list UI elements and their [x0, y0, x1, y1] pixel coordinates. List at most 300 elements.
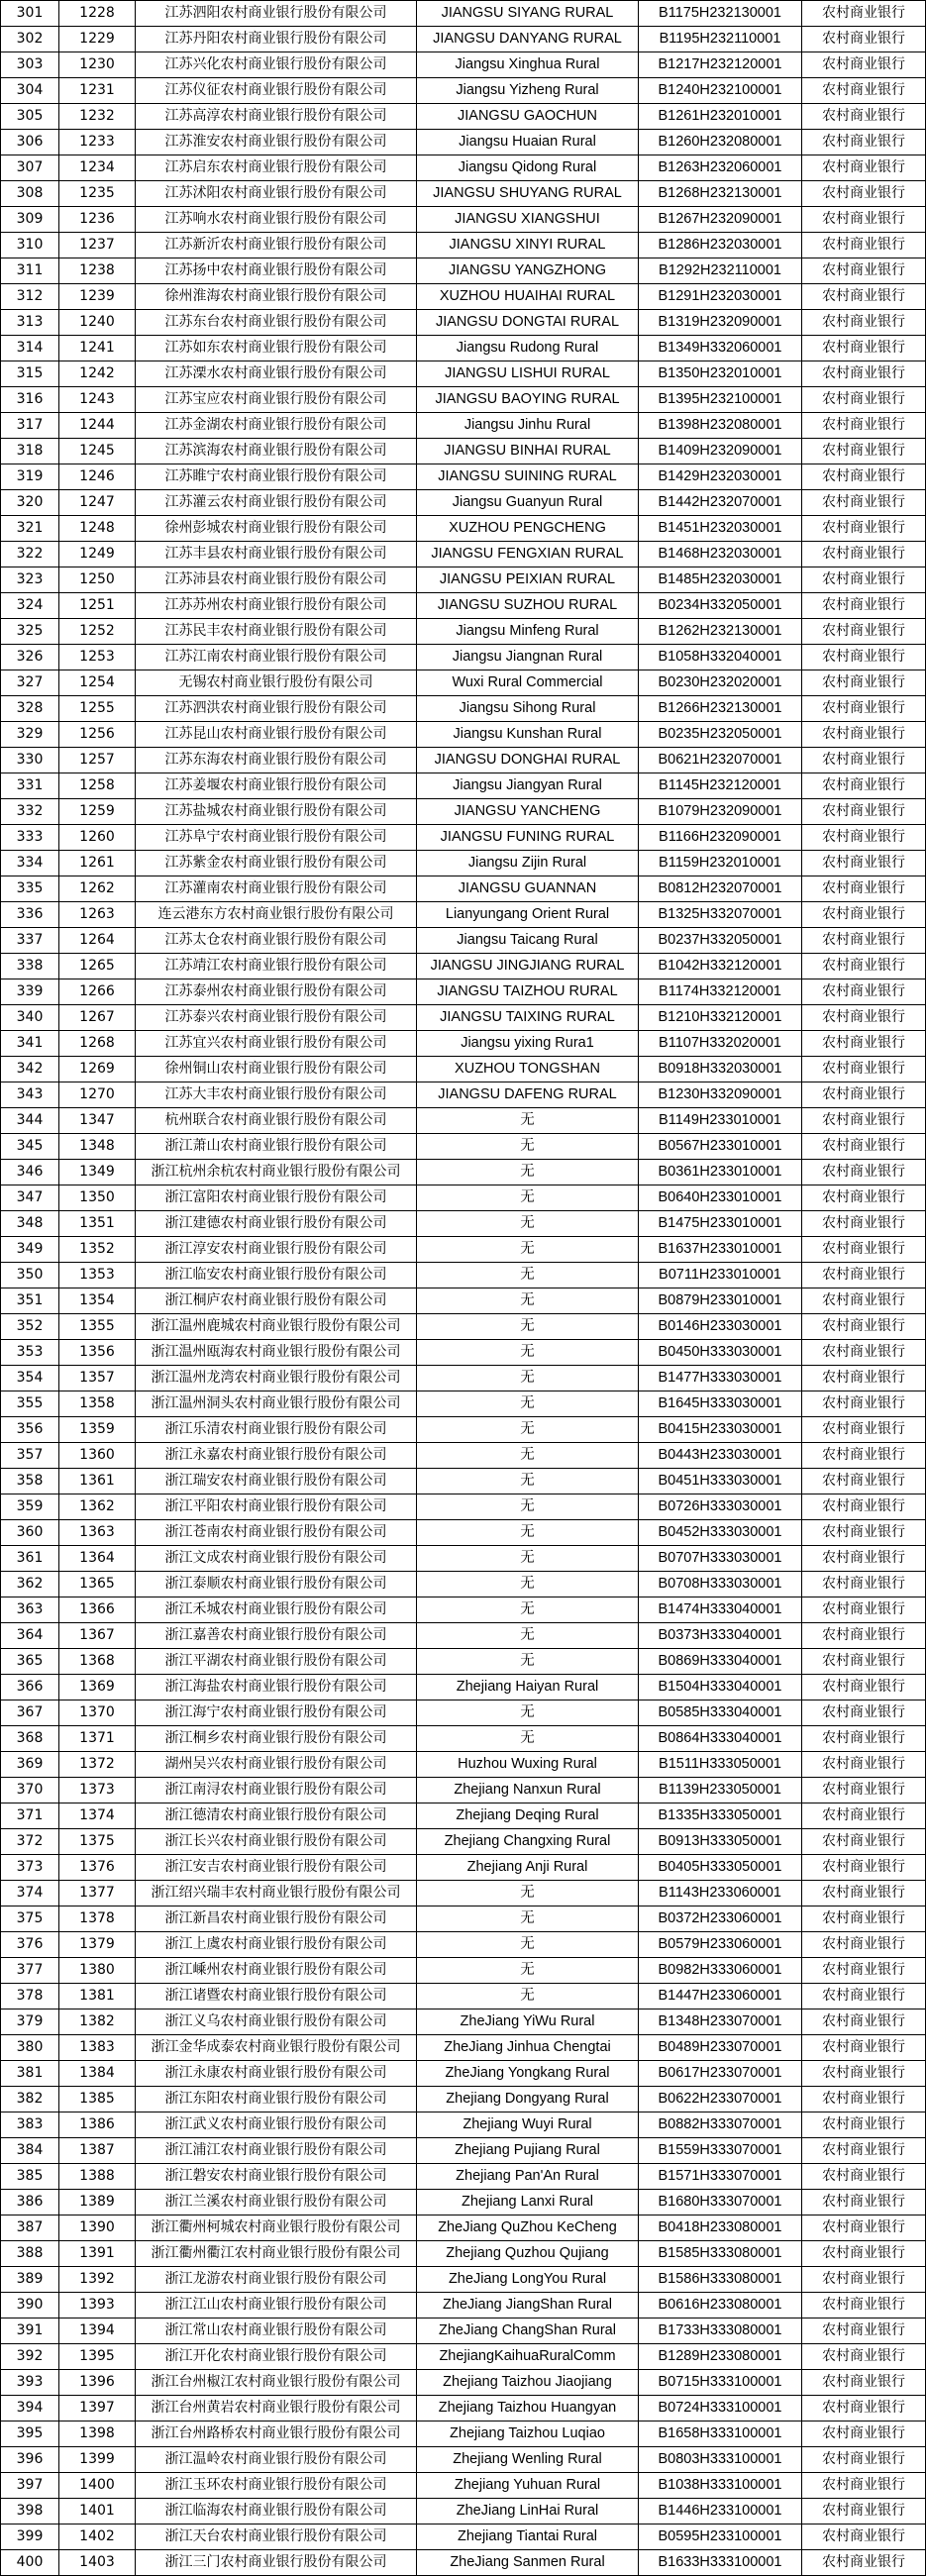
license-number-cell: B0443H233030001	[639, 1443, 802, 1469]
bank-name-cell: 江苏仪征农村商业银行股份有限公司	[136, 78, 417, 104]
english-name-cell: Jiangsu Huaian Rural	[417, 130, 639, 155]
code-cell: 1364	[59, 1546, 136, 1572]
seq-cell: 392	[1, 2344, 59, 2370]
english-name-cell: Jiangsu Yizheng Rural	[417, 78, 639, 104]
table-row	[1, 1108, 926, 1134]
bank-name-cell: 浙江磐安农村商业银行股份有限公司	[136, 2164, 417, 2190]
bank-type-cell: 农村商业银行	[802, 1546, 926, 1572]
bank-name-cell: 浙江台州黄岩农村商业银行股份有限公司	[136, 2396, 417, 2421]
english-name-cell: 无	[417, 1314, 639, 1340]
license-number-cell: B1504H333040001	[639, 1675, 802, 1700]
code-cell: 1393	[59, 2293, 136, 2318]
code-cell: 1260	[59, 825, 136, 851]
english-name-cell: 无	[417, 1443, 639, 1469]
seq-cell: 358	[1, 1469, 59, 1494]
bank-name-cell: 江苏睢宁农村商业银行股份有限公司	[136, 464, 417, 490]
license-number-cell: B0451H333030001	[639, 1469, 802, 1494]
english-name-cell: Zhejiang Taizhou Jiaojiang	[417, 2370, 639, 2396]
seq-cell: 338	[1, 954, 59, 979]
seq-cell: 329	[1, 722, 59, 748]
english-name-cell: Jiangsu Jiangnan Rural	[417, 645, 639, 670]
code-cell: 1373	[59, 1778, 136, 1803]
license-number-cell: B1240H232100001	[639, 78, 802, 104]
bank-name-cell: 浙江临安农村商业银行股份有限公司	[136, 1263, 417, 1288]
license-number-cell: B0415H233030001	[639, 1417, 802, 1443]
seq-cell: 379	[1, 2009, 59, 2035]
english-name-cell: 无	[417, 1984, 639, 2009]
bank-type-cell: 农村商业银行	[802, 1211, 926, 1237]
english-name-cell: Jiangsu Xinghua Rural	[417, 52, 639, 78]
bank-name-cell: 浙江瑞安农村商业银行股份有限公司	[136, 1469, 417, 1494]
english-name-cell: JIANGSU FENGXIAN RURAL	[417, 542, 639, 567]
bank-name-cell: 江苏丰县农村商业银行股份有限公司	[136, 542, 417, 567]
code-cell: 1267	[59, 1005, 136, 1031]
seq-cell: 356	[1, 1417, 59, 1443]
seq-cell: 313	[1, 310, 59, 336]
bank-name-cell: 江苏昆山农村商业银行股份有限公司	[136, 722, 417, 748]
license-number-cell: B1475H233010001	[639, 1211, 802, 1237]
seq-cell: 348	[1, 1211, 59, 1237]
code-cell: 1259	[59, 799, 136, 825]
bank-type-cell: 农村商业银行	[802, 284, 926, 310]
code-cell: 1365	[59, 1572, 136, 1597]
table-row	[1, 1031, 926, 1057]
bank-type-cell: 农村商业银行	[802, 1417, 926, 1443]
table-row	[1, 2550, 926, 2576]
table-row	[1, 748, 926, 773]
seq-cell: 333	[1, 825, 59, 851]
table-row	[1, 1803, 926, 1829]
bank-type-cell: 农村商业银行	[802, 2473, 926, 2499]
table-row	[1, 902, 926, 928]
english-name-cell: 无	[417, 1340, 639, 1366]
bank-type-cell: 农村商业银行	[802, 1, 926, 27]
code-cell: 1386	[59, 2112, 136, 2138]
bank-name-cell: 江苏灌南农村商业银行股份有限公司	[136, 876, 417, 902]
table-row	[1, 876, 926, 902]
bank-name-cell: 江苏新沂农村商业银行股份有限公司	[136, 233, 417, 258]
english-name-cell: 无	[417, 1108, 639, 1134]
english-name-cell: Jiangsu Sihong Rural	[417, 696, 639, 722]
code-cell: 1250	[59, 567, 136, 593]
seq-cell: 312	[1, 284, 59, 310]
bank-name-cell: 浙江绍兴瑞丰农村商业银行股份有限公司	[136, 1881, 417, 1906]
license-number-cell: B1451H232030001	[639, 516, 802, 542]
bank-name-cell: 浙江海宁农村商业银行股份有限公司	[136, 1700, 417, 1726]
bank-name-cell: 江苏滨海农村商业银行股份有限公司	[136, 439, 417, 464]
english-name-cell: ZheJiang LongYou Rural	[417, 2267, 639, 2293]
license-number-cell: B0708H333030001	[639, 1572, 802, 1597]
table-row	[1, 1700, 926, 1726]
bank-name-cell: 浙江台州路桥农村商业银行股份有限公司	[136, 2421, 417, 2447]
seq-cell: 400	[1, 2550, 59, 2576]
english-name-cell: 无	[417, 1366, 639, 1391]
bank-name-cell: 江苏大丰农村商业银行股份有限公司	[136, 1082, 417, 1108]
license-number-cell: B0579H233060001	[639, 1932, 802, 1958]
table-row	[1, 1185, 926, 1211]
seq-cell: 346	[1, 1160, 59, 1185]
license-number-cell: B1395H232100001	[639, 387, 802, 413]
bank-name-cell: 浙江常山农村商业银行股份有限公司	[136, 2318, 417, 2344]
english-name-cell: Zhejiang Wenling Rural	[417, 2447, 639, 2473]
license-number-cell: B1266H232130001	[639, 696, 802, 722]
table-row	[1, 284, 926, 310]
english-name-cell: JIANGSU TAIZHOU RURAL	[417, 979, 639, 1005]
bank-type-cell: 农村商业银行	[802, 2190, 926, 2215]
table-row	[1, 2396, 926, 2421]
seq-cell: 323	[1, 567, 59, 593]
table-row	[1, 1237, 926, 1263]
english-name-cell: JIANGSU XINYI RURAL	[417, 233, 639, 258]
license-number-cell: B1143H233060001	[639, 1881, 802, 1906]
code-cell: 1377	[59, 1881, 136, 1906]
bank-name-cell: 浙江长兴农村商业银行股份有限公司	[136, 1829, 417, 1855]
license-number-cell: B1159H232010001	[639, 851, 802, 876]
table-row	[1, 954, 926, 979]
english-name-cell: Jiangsu Taicang Rural	[417, 928, 639, 954]
bank-type-cell: 农村商业银行	[802, 1649, 926, 1675]
english-name-cell: Zhejiang Dongyang Rural	[417, 2087, 639, 2112]
license-number-cell: B1477H333030001	[639, 1366, 802, 1391]
bank-name-cell: 浙江温州龙湾农村商业银行股份有限公司	[136, 1366, 417, 1391]
english-name-cell: Jiangsu Zijin Rural	[417, 851, 639, 876]
table-row	[1, 1778, 926, 1803]
license-number-cell: B1195H232110001	[639, 27, 802, 52]
table-row	[1, 413, 926, 439]
bank-type-cell: 农村商业银行	[802, 928, 926, 954]
bank-name-cell: 浙江南浔农村商业银行股份有限公司	[136, 1778, 417, 1803]
code-cell: 1385	[59, 2087, 136, 2112]
bank-type-cell: 农村商业银行	[802, 78, 926, 104]
seq-cell: 345	[1, 1134, 59, 1160]
code-cell: 1256	[59, 722, 136, 748]
bank-type-cell: 农村商业银行	[802, 748, 926, 773]
english-name-cell: Jiangsu Minfeng Rural	[417, 619, 639, 645]
seq-cell: 334	[1, 851, 59, 876]
table-row	[1, 1932, 926, 1958]
bank-type-cell: 农村商业银行	[802, 2164, 926, 2190]
bank-name-cell: 浙江桐庐农村商业银行股份有限公司	[136, 1288, 417, 1314]
english-name-cell: JIANGSU LISHUI RURAL	[417, 361, 639, 387]
bank-type-cell: 农村商业银行	[802, 1726, 926, 1752]
bank-name-cell: 浙江嵊州农村商业银行股份有限公司	[136, 1958, 417, 1984]
bank-name-cell: 江苏金湖农村商业银行股份有限公司	[136, 413, 417, 439]
bank-type-cell: 农村商业银行	[802, 567, 926, 593]
seq-cell: 397	[1, 2473, 59, 2499]
english-name-cell: Zhejiang Haiyan Rural	[417, 1675, 639, 1700]
license-number-cell: B1286H232030001	[639, 233, 802, 258]
seq-cell: 370	[1, 1778, 59, 1803]
english-name-cell: Lianyungang Orient Rural	[417, 902, 639, 928]
code-cell: 1246	[59, 464, 136, 490]
license-number-cell: B1038H333100001	[639, 2473, 802, 2499]
table-row	[1, 1984, 926, 2009]
english-name-cell: JIANGSU DAFENG RURAL	[417, 1082, 639, 1108]
bank-name-cell: 浙江天台农村商业银行股份有限公司	[136, 2524, 417, 2550]
license-number-cell: B0803H333100001	[639, 2447, 802, 2473]
seq-cell: 354	[1, 1366, 59, 1391]
bank-name-cell: 江苏兴化农村商业银行股份有限公司	[136, 52, 417, 78]
seq-cell: 331	[1, 773, 59, 799]
table-row	[1, 1288, 926, 1314]
english-name-cell: JIANGSU YANCHENG	[417, 799, 639, 825]
english-name-cell: 无	[417, 1623, 639, 1649]
code-cell: 1371	[59, 1726, 136, 1752]
bank-type-cell: 农村商业银行	[802, 2138, 926, 2164]
english-name-cell: Huzhou Wuxing Rural	[417, 1752, 639, 1778]
seq-cell: 342	[1, 1057, 59, 1082]
code-cell: 1258	[59, 773, 136, 799]
license-number-cell: B1174H332120001	[639, 979, 802, 1005]
seq-cell: 387	[1, 2215, 59, 2241]
table-row	[1, 2293, 926, 2318]
seq-cell: 311	[1, 258, 59, 284]
code-cell: 1374	[59, 1803, 136, 1829]
bank-type-cell: 农村商业银行	[802, 1108, 926, 1134]
license-number-cell: B1485H232030001	[639, 567, 802, 593]
license-number-cell: B1429H232030001	[639, 464, 802, 490]
bank-name-cell: 湖州吴兴农村商业银行股份有限公司	[136, 1752, 417, 1778]
license-number-cell: B1348H233070001	[639, 2009, 802, 2035]
code-cell: 1354	[59, 1288, 136, 1314]
english-name-cell: Zhejiang Deqing Rural	[417, 1803, 639, 1829]
english-name-cell: ZheJiang Sanmen Rural	[417, 2550, 639, 2576]
english-name-cell: ZhejiangKaihuaRuralComm	[417, 2344, 639, 2370]
bank-name-cell: 连云港东方农村商业银行股份有限公司	[136, 902, 417, 928]
table-row	[1, 1417, 926, 1443]
code-cell: 1269	[59, 1057, 136, 1082]
english-name-cell: JIANGSU YANGZHONG	[417, 258, 639, 284]
bank-name-cell: 江苏东台农村商业银行股份有限公司	[136, 310, 417, 336]
bank-name-cell: 浙江玉环农村商业银行股份有限公司	[136, 2473, 417, 2499]
code-cell: 1389	[59, 2190, 136, 2215]
bank-type-cell: 农村商业银行	[802, 799, 926, 825]
bank-type-cell: 农村商业银行	[802, 310, 926, 336]
table-row	[1, 1314, 926, 1340]
table-row	[1, 2061, 926, 2087]
seq-cell: 357	[1, 1443, 59, 1469]
license-number-cell: B0585H333040001	[639, 1700, 802, 1726]
english-name-cell: JIANGSU BAOYING RURAL	[417, 387, 639, 413]
code-cell: 1391	[59, 2241, 136, 2267]
license-number-cell: B0595H233100001	[639, 2524, 802, 2550]
bank-type-cell: 农村商业银行	[802, 1597, 926, 1623]
table-row	[1, 1443, 926, 1469]
table-row	[1, 1906, 926, 1932]
bank-type-cell: 农村商业银行	[802, 2035, 926, 2061]
code-cell: 1270	[59, 1082, 136, 1108]
table-row	[1, 851, 926, 876]
bank-type-cell: 农村商业银行	[802, 104, 926, 130]
bank-type-cell: 农村商业银行	[802, 1160, 926, 1185]
bank-name-cell: 浙江苍南农村商业银行股份有限公司	[136, 1520, 417, 1546]
bank-name-cell: 江苏溧水农村商业银行股份有限公司	[136, 361, 417, 387]
bank-name-cell: 浙江江山农村商业银行股份有限公司	[136, 2293, 417, 2318]
english-name-cell: JIANGSU FUNING RURAL	[417, 825, 639, 851]
license-number-cell: B1585H333080001	[639, 2241, 802, 2267]
code-cell: 1370	[59, 1700, 136, 1726]
bank-type-cell: 农村商业银行	[802, 2396, 926, 2421]
seq-cell: 341	[1, 1031, 59, 1057]
table-row	[1, 52, 926, 78]
bank-name-cell: 江苏靖江农村商业银行股份有限公司	[136, 954, 417, 979]
seq-cell: 320	[1, 490, 59, 516]
bank-type-cell: 农村商业银行	[802, 207, 926, 233]
seq-cell: 317	[1, 413, 59, 439]
seq-cell: 316	[1, 387, 59, 413]
license-number-cell: B1409H232090001	[639, 439, 802, 464]
license-number-cell: B1335H333050001	[639, 1803, 802, 1829]
license-number-cell: B1058H332040001	[639, 645, 802, 670]
code-cell: 1252	[59, 619, 136, 645]
table-row	[1, 1340, 926, 1366]
english-name-cell: Jiangsu Jinhu Rural	[417, 413, 639, 439]
english-name-cell: 无	[417, 1185, 639, 1211]
table-row	[1, 645, 926, 670]
seq-cell: 378	[1, 1984, 59, 2009]
seq-cell: 335	[1, 876, 59, 902]
seq-cell: 309	[1, 207, 59, 233]
english-name-cell: ZheJiang ChangShan Rural	[417, 2318, 639, 2344]
bank-name-cell: 浙江金华成泰农村商业银行股份有限公司	[136, 2035, 417, 2061]
license-number-cell: B1291H232030001	[639, 284, 802, 310]
bank-name-cell: 浙江萧山农村商业银行股份有限公司	[136, 1134, 417, 1160]
code-cell: 1232	[59, 104, 136, 130]
bank-name-cell: 江苏响水农村商业银行股份有限公司	[136, 207, 417, 233]
seq-cell: 326	[1, 645, 59, 670]
bank-name-cell: 江苏泗洪农村商业银行股份有限公司	[136, 696, 417, 722]
bank-name-cell: 徐州铜山农村商业银行股份有限公司	[136, 1057, 417, 1082]
bank-type-cell: 农村商业银行	[802, 773, 926, 799]
english-name-cell: JIANGSU BINHAI RURAL	[417, 439, 639, 464]
bank-name-cell: 浙江嘉善农村商业银行股份有限公司	[136, 1623, 417, 1649]
license-number-cell: B0452H333030001	[639, 1520, 802, 1546]
bank-type-cell: 农村商业银行	[802, 336, 926, 361]
bank-type-cell: 农村商业银行	[802, 1134, 926, 1160]
bank-type-cell: 农村商业银行	[802, 593, 926, 619]
code-cell: 1368	[59, 1649, 136, 1675]
code-cell: 1402	[59, 2524, 136, 2550]
bank-name-cell: 浙江海盐农村商业银行股份有限公司	[136, 1675, 417, 1700]
bank-name-cell: 江苏泰州农村商业银行股份有限公司	[136, 979, 417, 1005]
table-row	[1, 1881, 926, 1906]
table-row	[1, 207, 926, 233]
code-cell: 1379	[59, 1932, 136, 1958]
bank-type-cell: 农村商业银行	[802, 979, 926, 1005]
english-name-cell: JIANGSU SIYANG RURAL	[417, 1, 639, 27]
bank-type-cell: 农村商业银行	[802, 1572, 926, 1597]
bank-type-cell: 农村商业银行	[802, 181, 926, 207]
bank-type-cell: 农村商业银行	[802, 52, 926, 78]
bank-type-cell: 农村商业银行	[802, 2215, 926, 2241]
table-row	[1, 1726, 926, 1752]
license-number-cell: B1325H332070001	[639, 902, 802, 928]
english-name-cell: Zhejiang Wuyi Rural	[417, 2112, 639, 2138]
english-name-cell: Zhejiang Yuhuan Rural	[417, 2473, 639, 2499]
english-name-cell: ZheJiang Jinhua Chengtai	[417, 2035, 639, 2061]
license-number-cell: B1263H232060001	[639, 155, 802, 181]
license-number-cell: B1175H232130001	[639, 1, 802, 27]
english-name-cell: 无	[417, 1263, 639, 1288]
license-number-cell: B0812H232070001	[639, 876, 802, 902]
bank-name-cell: 江苏扬中农村商业银行股份有限公司	[136, 258, 417, 284]
seq-cell: 306	[1, 130, 59, 155]
code-cell: 1357	[59, 1366, 136, 1391]
seq-cell: 347	[1, 1185, 59, 1211]
license-number-cell: B1139H233050001	[639, 1778, 802, 1803]
bank-type-cell: 农村商业银行	[802, 2061, 926, 2087]
seq-cell: 394	[1, 2396, 59, 2421]
bank-type-cell: 农村商业银行	[802, 1803, 926, 1829]
seq-cell: 330	[1, 748, 59, 773]
bank-name-cell: 江苏民丰农村商业银行股份有限公司	[136, 619, 417, 645]
english-name-cell: 无	[417, 1494, 639, 1520]
bank-type-cell: 农村商业银行	[802, 1031, 926, 1057]
code-cell: 1241	[59, 336, 136, 361]
seq-cell: 366	[1, 1675, 59, 1700]
english-name-cell: XUZHOU TONGSHAN	[417, 1057, 639, 1082]
english-name-cell: Zhejiang Taizhou Huangyan	[417, 2396, 639, 2421]
bank-type-cell: 农村商业银行	[802, 1623, 926, 1649]
seq-cell: 327	[1, 670, 59, 696]
license-number-cell: B1107H332020001	[639, 1031, 802, 1057]
bank-type-cell: 农村商业银行	[802, 1469, 926, 1494]
bank-type-cell: 农村商业银行	[802, 2009, 926, 2035]
bank-name-cell: 江苏苏州农村商业银行股份有限公司	[136, 593, 417, 619]
license-number-cell: B1145H232120001	[639, 773, 802, 799]
table-row	[1, 1391, 926, 1417]
english-name-cell: 无	[417, 1546, 639, 1572]
english-name-cell: 无	[417, 1288, 639, 1314]
code-cell: 1378	[59, 1906, 136, 1932]
license-number-cell: B0864H333040001	[639, 1726, 802, 1752]
code-cell: 1352	[59, 1237, 136, 1263]
code-cell: 1268	[59, 1031, 136, 1057]
license-number-cell: B1645H333030001	[639, 1391, 802, 1417]
bank-name-cell: 江苏盐城农村商业银行股份有限公司	[136, 799, 417, 825]
bank-type-cell: 农村商业银行	[802, 722, 926, 748]
bank-type-cell: 农村商业银行	[802, 1082, 926, 1108]
english-name-cell: 无	[417, 1597, 639, 1623]
bank-name-cell: 浙江三门农村商业银行股份有限公司	[136, 2550, 417, 2576]
english-name-cell: ZheJiang QuZhou KeCheng	[417, 2215, 639, 2241]
table-row	[1, 2344, 926, 2370]
bank-type-cell: 农村商业银行	[802, 1340, 926, 1366]
bank-type-cell: 农村商业银行	[802, 1288, 926, 1314]
table-row	[1, 2370, 926, 2396]
seq-cell: 304	[1, 78, 59, 104]
bank-type-cell: 农村商业银行	[802, 130, 926, 155]
bank-type-cell: 农村商业银行	[802, 2447, 926, 2473]
english-name-cell: Zhejiang Tiantai Rural	[417, 2524, 639, 2550]
code-cell: 1230	[59, 52, 136, 78]
license-number-cell: B1289H233080001	[639, 2344, 802, 2370]
english-name-cell: Zhejiang Pan'An Rural	[417, 2164, 639, 2190]
seq-cell: 389	[1, 2267, 59, 2293]
bank-type-cell: 农村商业银行	[802, 516, 926, 542]
seq-cell: 352	[1, 1314, 59, 1340]
seq-cell: 399	[1, 2524, 59, 2550]
license-number-cell: B0918H332030001	[639, 1057, 802, 1082]
english-name-cell: JIANGSU SUZHOU RURAL	[417, 593, 639, 619]
bank-name-cell: 浙江上虞农村商业银行股份有限公司	[136, 1932, 417, 1958]
bank-name-cell: 浙江浦江农村商业银行股份有限公司	[136, 2138, 417, 2164]
bank-name-cell: 江苏灌云农村商业银行股份有限公司	[136, 490, 417, 516]
code-cell: 1236	[59, 207, 136, 233]
license-number-cell: B1637H233010001	[639, 1237, 802, 1263]
seq-cell: 380	[1, 2035, 59, 2061]
table-row	[1, 361, 926, 387]
